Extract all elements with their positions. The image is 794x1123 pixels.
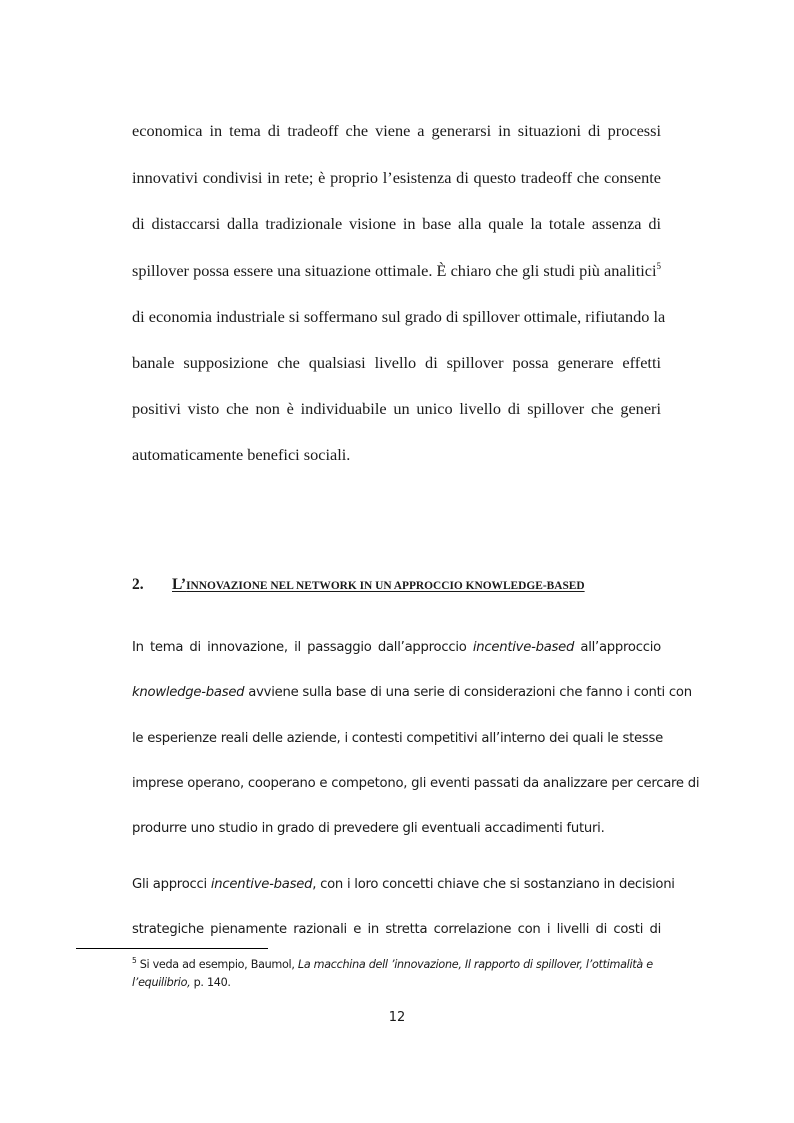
footnote-separator: [76, 948, 268, 949]
footnote-text: Si veda ad esempio, Baumol,: [136, 958, 298, 971]
paragraph-line-with-footnote: [132, 261, 661, 281]
section-number: 2.: [132, 576, 144, 593]
section-title-initial: L’: [172, 576, 187, 593]
page-number: 12: [388, 1010, 406, 1025]
text-run: , con i loro concetti chiave che si sostanziano in decisioni: [312, 877, 675, 892]
paragraph-line: [132, 638, 661, 658]
paragraph-line: imprese operano, cooperano e competono, gli eventi passati da analizzare per cercare di: [132, 776, 700, 791]
footnote-number: 5: [132, 956, 137, 965]
emphasis: incentive-based: [210, 877, 313, 892]
section-title-rest: INNOVAZIONE NEL NETWORK IN UN APPROCCIO KNOWLEDGE-BASED: [186, 580, 585, 592]
text-run: In tema di innovazione, il passaggio dall’approccio: [132, 640, 467, 655]
paragraph-line: strategiche pienamente razionali e in stretta correlazione con i livelli di costi di: [132, 922, 661, 937]
text-run: avviene sulla base di una serie di considerazioni che fanno i conti con: [248, 685, 692, 700]
paragraph-line: economica in tema di tradeoff che viene a generarsi in situazioni di processi: [132, 121, 661, 140]
footnote-emphasis: l’equilibrio,: [132, 976, 191, 989]
paragraph-line-text: spillover possa essere una situazione ottimale. È chiaro che gli studi più analitici: [132, 261, 657, 280]
paragraph-line: banale supposizione che qualsiasi livello di spillover possa generare effetti: [132, 353, 661, 372]
footnote-text: p. 140.: [190, 976, 231, 989]
footnote-line: [132, 957, 653, 973]
footnote-line: [132, 975, 231, 991]
paragraph-line: innovativi condivisi in rete; è proprio l’esistenza di questo tradeoff che consente: [132, 168, 661, 187]
paragraph-line: di economia industriale si soffermano sul grado di spillover ottimale, rifiutando la: [132, 307, 666, 326]
emphasis: knowledge-based: [132, 685, 245, 700]
footnote-emphasis: La macchina dell ’innovazione, Il rapporto di spillover, l’ottimalità e: [297, 958, 653, 971]
text-run: all’approccio: [580, 640, 661, 655]
paragraph-line: produrre uno studio in grado di prevedere gli eventuali accadimenti futuri.: [132, 821, 605, 836]
emphasis: incentive-based: [472, 640, 575, 655]
footnote-reference[interactable]: 5: [656, 261, 661, 271]
section-title: [172, 575, 585, 596]
paragraph-line: le esperienze reali delle aziende, i contesti competitivi all’interno dei quali le stesse: [132, 731, 663, 746]
paragraph-line: di distaccarsi dalla tradizionale visione in base alla quale la totale assenza di: [132, 214, 661, 233]
paragraph-line: [132, 683, 692, 703]
text-run: Gli approcci: [132, 877, 207, 892]
paragraph-line: positivi visto che non è individuabile un unico livello di spillover che generi: [132, 399, 661, 418]
paragraph-line: [132, 875, 675, 895]
paragraph-line: automaticamente benefici sociali.: [132, 445, 351, 464]
